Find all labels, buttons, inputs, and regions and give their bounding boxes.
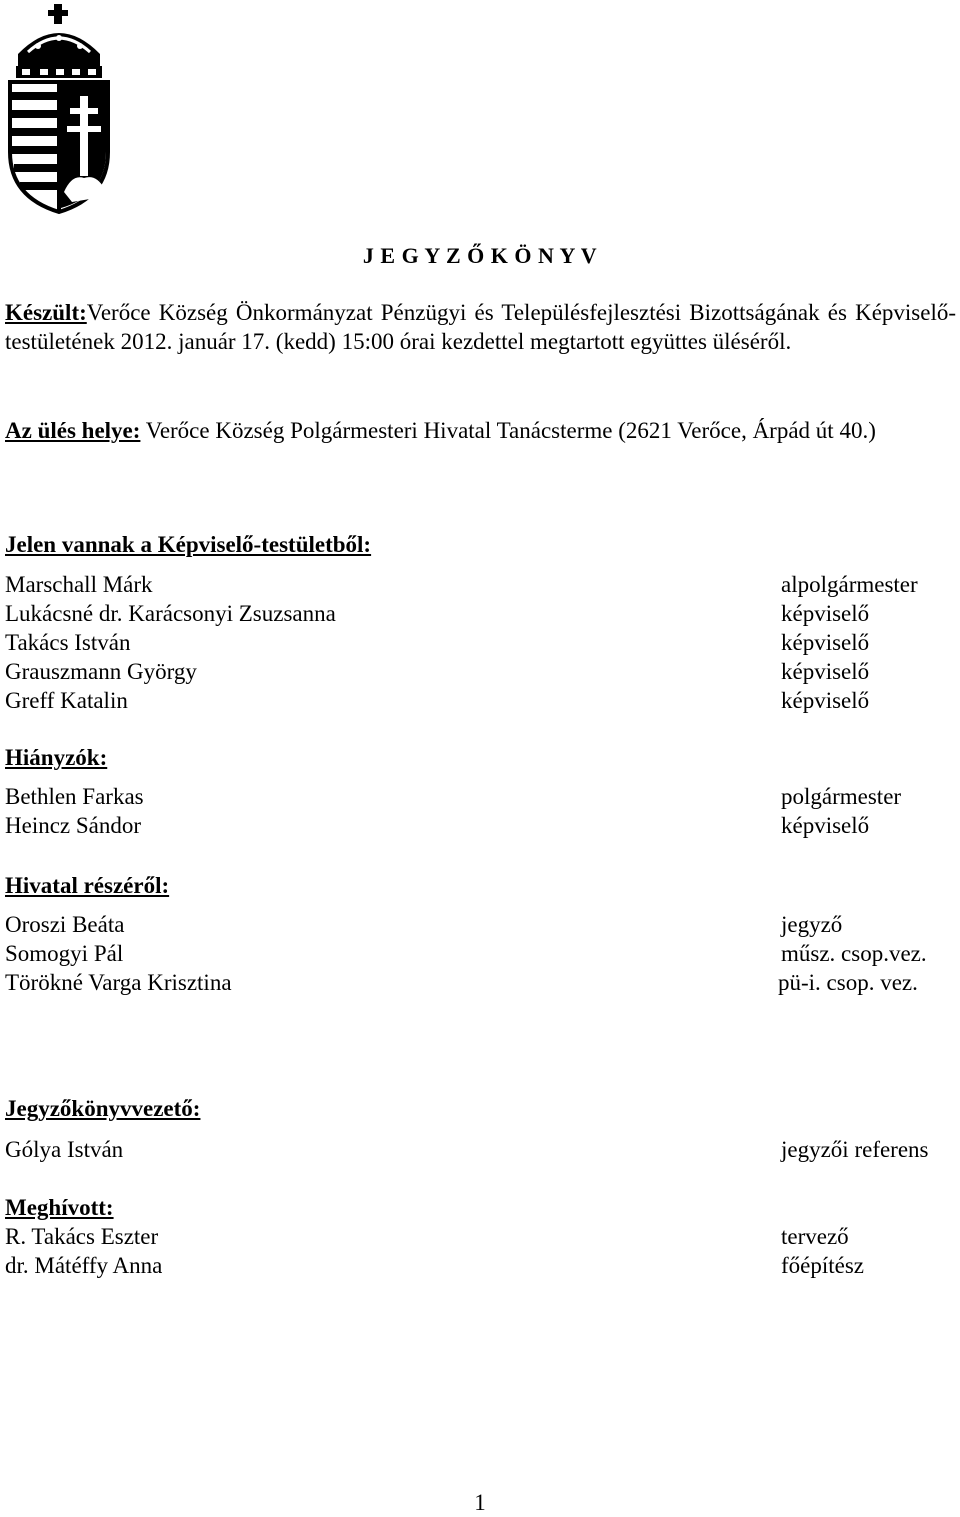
attendee-role: képviselő — [781, 630, 870, 655]
absentee-name: Bethlen Farkas — [5, 784, 144, 809]
document-title: J E G Y Z Ő K Ö N Y V — [362, 243, 598, 268]
recorder-row — [5, 1135, 955, 1164]
attendee-role: alpolgármester — [781, 572, 918, 597]
invited-name: dr. Mátéffy Anna — [5, 1253, 163, 1278]
attendee-row — [5, 686, 955, 715]
absentee-row — [5, 782, 955, 811]
absentee-name: Heincz Sándor — [5, 813, 142, 838]
invited-role: főépítész — [781, 1253, 865, 1278]
invited-role: tervező — [781, 1224, 849, 1249]
recorder-role: jegyzői referens — [781, 1137, 929, 1162]
office-role: pü-i. csop. vez. — [778, 970, 918, 995]
page-number: 1 — [474, 1490, 486, 1515]
invited-heading: Meghívott: — [5, 1195, 114, 1220]
office-name: Somogyi Pál — [5, 941, 124, 966]
made-label: Készült: — [5, 300, 87, 325]
attendee-role: képviselő — [781, 688, 870, 713]
office-role: jegyző — [781, 912, 843, 937]
attendee-name: Takács István — [5, 630, 131, 655]
attendee-name: Marschall Márk — [5, 572, 153, 597]
venue-text: Verőce Község Polgármesteri Hivatal Tanácsterme (2621 Verőce, Árpád út 40.) — [140, 418, 876, 443]
made-paragraph — [5, 298, 956, 356]
office-row — [5, 939, 955, 968]
coat-of-arms-icon — [6, 2, 112, 214]
recorder-name: Gólya István — [5, 1137, 124, 1162]
attendee-role: képviselő — [781, 601, 870, 626]
made-text: Verőce Község Önkormányzat Pénzügyi és Településfejlesztési Bizottságának és Képviselő-testületének 2012. január 17. (kedd) 15:00 órai kezdettel megtartott együttes üléséről. — [5, 300, 956, 354]
absentee-row — [5, 811, 955, 840]
attendee-row — [5, 628, 955, 657]
absentee-role: polgármester — [781, 784, 902, 809]
attendee-row — [5, 599, 955, 628]
attendee-name: Grauszmann György — [5, 659, 197, 684]
venue-paragraph — [5, 416, 956, 445]
attendee-name: Greff Katalin — [5, 688, 128, 713]
attendee-name: Lukácsné dr. Karácsonyi Zsuzsanna — [5, 601, 336, 626]
office-name: Oroszi Beáta — [5, 912, 125, 937]
office-row — [5, 910, 955, 939]
office-role: műsz. csop.vez. — [781, 941, 927, 966]
invited-row — [5, 1222, 955, 1251]
venue-label: Az ülés helye: — [5, 418, 141, 443]
attendee-role: képviselő — [781, 659, 870, 684]
absentee-role: képviselő — [781, 813, 870, 838]
attendee-row — [5, 570, 955, 599]
present-heading: Jelen vannak a Képviselő-testületből: — [5, 532, 372, 557]
attendee-row — [5, 657, 955, 686]
office-heading: Hivatal részéről: — [5, 873, 170, 898]
absent-heading: Hiányzók: — [5, 745, 108, 770]
office-row — [5, 968, 955, 997]
office-name: Törökné Varga Krisztina — [5, 970, 232, 995]
invited-name: R. Takács Eszter — [5, 1224, 159, 1249]
invited-row — [5, 1251, 955, 1280]
recorder-heading: Jegyzőkönyvvezető: — [5, 1096, 201, 1121]
